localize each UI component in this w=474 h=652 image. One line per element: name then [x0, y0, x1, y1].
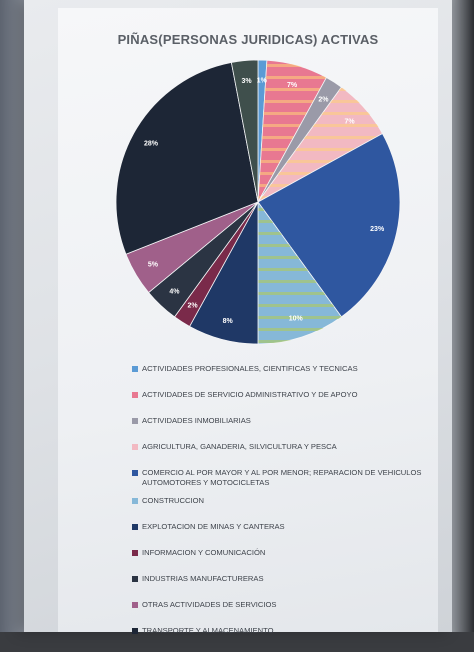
chart-panel [58, 8, 438, 635]
legend-item [132, 468, 462, 488]
slice-data-label: 5% [147, 261, 158, 269]
legend-label: EXPLOTACION DE MINAS Y CANTERAS [142, 522, 285, 531]
legend-item [132, 548, 462, 558]
legend-swatch [132, 628, 138, 634]
slice-data-label: 4% [169, 288, 180, 296]
chart-legend [132, 364, 462, 652]
legend-swatch [132, 392, 138, 398]
legend-swatch [132, 524, 138, 530]
legend-label: ACTIVIDADES INMOBILIARIAS [142, 416, 251, 425]
legend-item [132, 574, 462, 584]
legend-label: INFORMACION Y COMUNICACIÓN [142, 548, 266, 557]
chart-title: PIÑAS(PERSONAS JURIDICAS) ACTIVAS [117, 32, 379, 47]
slice-data-label: 8% [222, 317, 233, 325]
legend-swatch [132, 366, 138, 372]
legend-label: ACTIVIDADES DE SERVICIO ADMINISTRATIVO Y DE APOYO [142, 390, 358, 399]
legend-item [132, 390, 462, 400]
legend-item [132, 364, 462, 374]
legend-swatch [132, 498, 138, 504]
slice-data-label: 2% [187, 302, 198, 310]
slice-data-label: 7% [287, 82, 298, 90]
legend-label: AGRICULTURA, GANADERIA, SILVICULTURA Y PESCA [142, 442, 337, 451]
slice-data-label: 1% [256, 77, 267, 85]
pie-chart [108, 52, 408, 352]
slice-data-label: 28% [143, 140, 158, 148]
slice-data-label: 10% [288, 315, 303, 323]
legend-label: TRANSPORTE Y ALMACENAMIENTO [142, 626, 274, 635]
legend-swatch [132, 470, 138, 476]
slice-data-label: 23% [370, 226, 385, 234]
legend-label: OTRAS ACTIVIDADES DE SERVICIOS [142, 600, 277, 609]
legend-label: COMERCIO AL POR MAYOR Y AL POR MENOR; REPARACION DE VEHICULOS AUTOMOTORES Y MOTOCICLETAS [142, 468, 422, 487]
legend-swatch [132, 444, 138, 450]
legend-item [132, 442, 462, 452]
legend-swatch [132, 602, 138, 608]
legend-label: INDUSTRIAS MANUFACTURERAS [142, 574, 264, 583]
slice-data-label: 2% [318, 96, 329, 104]
legend-swatch [132, 418, 138, 424]
legend-item [132, 626, 462, 636]
legend-label: CONSTRUCCION [142, 496, 205, 505]
legend-item [132, 496, 462, 506]
legend-item [132, 522, 462, 532]
slice-data-label: 7% [344, 118, 355, 126]
legend-label: ACTIVIDADES PROFESIONALES, CIENTIFICAS Y TECNICAS [142, 364, 358, 373]
slice-data-label: 3% [241, 77, 252, 85]
legend-swatch [132, 576, 138, 582]
legend-swatch [132, 550, 138, 556]
legend-item [132, 600, 462, 610]
legend-item [132, 416, 462, 426]
